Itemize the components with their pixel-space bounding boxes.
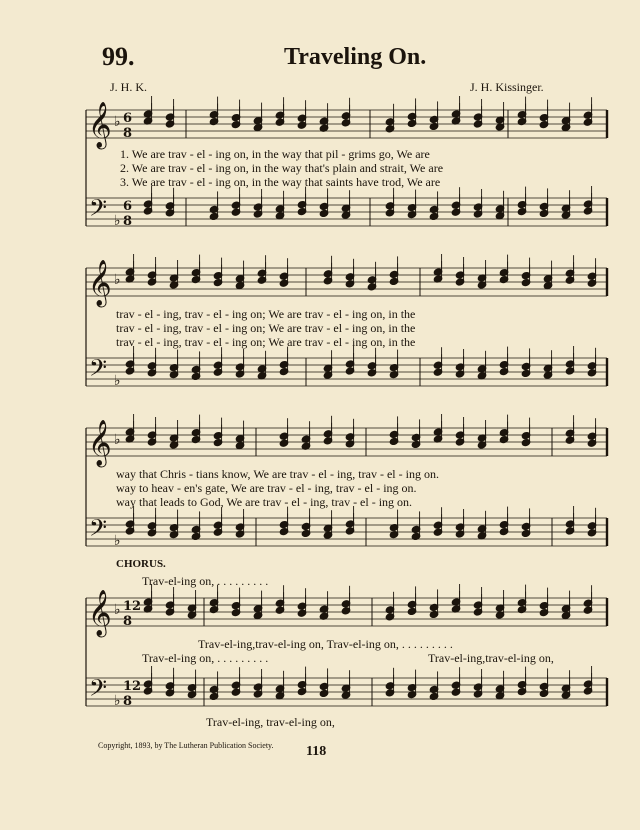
- treble-clef-icon: 𝄞: [88, 260, 112, 306]
- key-flat-icon: ♭: [114, 373, 121, 389]
- lyric-s1-verse1: 1. We are trav - el - ing on, in the way that pil - grims go, We are: [120, 147, 430, 161]
- time-signature-top: 12: [123, 599, 142, 614]
- bass-clef-icon: 𝄢: [89, 354, 108, 387]
- page-number: 118: [306, 744, 327, 759]
- lyric-s2-verse3: trav - el - ing, trav - el - ing on; We are trav - el - ing on, in the: [116, 335, 416, 349]
- hymn-composer: J. H. Kissinger.: [470, 80, 544, 94]
- time-signature-bottom: 8: [123, 126, 133, 141]
- key-flat-icon: ♭: [114, 114, 121, 130]
- chorus-middle-line2: Trav-el-ing on, . . . . . . . . .: [142, 651, 269, 665]
- lyric-s1-verse2: 2. We are trav - el - ing on, in the way that's plain and strait, We are: [120, 161, 444, 175]
- chorus-middle-line1: Trav-el-ing,trav-el-ing on, Trav-el-ing on, . . . . . . . . .: [198, 637, 453, 651]
- key-flat-icon: ♭: [114, 533, 121, 549]
- time-signature-top: 6: [123, 111, 133, 126]
- key-flat-icon: ♭: [114, 272, 121, 288]
- key-flat-icon: ♭: [114, 693, 121, 709]
- hymn-number: 99.: [102, 42, 135, 71]
- key-flat-icon: ♭: [114, 213, 121, 229]
- time-signature-top: 6: [123, 199, 133, 214]
- chorus-top-line: Trav-el-ing on, . . . . . . . . .: [142, 574, 269, 588]
- treble-clef-icon: 𝄞: [88, 590, 112, 636]
- chorus-label: CHORUS.: [116, 558, 166, 570]
- hymn-title: Traveling On.: [284, 44, 427, 70]
- time-signature-bottom: 8: [123, 214, 133, 229]
- lyric-s2-verse1: trav - el - ing, trav - el - ing on; We are trav - el - ing on, in the: [116, 307, 416, 321]
- key-flat-icon: ♭: [114, 602, 121, 618]
- lyric-s1-verse3: 3. We are trav - el - ing on, in the way that saints have trod, We are: [120, 175, 441, 189]
- chorus-middle-line2b: Trav-el-ing,trav-el-ing on,: [428, 651, 554, 665]
- copyright-notice: Copyright, 1893, by The Lutheran Publication Society.: [98, 741, 274, 750]
- treble-clef-icon: 𝄞: [88, 102, 112, 148]
- lyric-s2-verse2: trav - el - ing, trav - el - ing on; We are trav - el - ing on, in the: [116, 321, 416, 335]
- chorus-bottom-line: Trav-el-ing, trav-el-ing on,: [206, 715, 335, 729]
- bass-clef-icon: 𝄢: [89, 674, 108, 707]
- bass-clef-icon: 𝄢: [89, 194, 108, 227]
- time-signature-bottom: 8: [123, 694, 133, 709]
- key-flat-icon: ♭: [114, 432, 121, 448]
- bass-clef-icon: 𝄢: [89, 514, 108, 547]
- lyric-s3-verse3: way that leads to God, We are trav - el - ing, trav - el - ing on.: [116, 495, 413, 509]
- lyric-s3-verse2: way to heav - en's gate, We are trav - el - ing, trav - el - ing on.: [116, 481, 417, 495]
- lyric-s3-verse1: way that Chris - tians know, We are trav - el - ing, trav - el - ing on.: [116, 467, 439, 481]
- treble-clef-icon: 𝄞: [88, 420, 112, 466]
- time-signature-top: 12: [123, 679, 142, 694]
- time-signature-bottom: 8: [123, 614, 133, 629]
- hymn-author: J. H. K.: [110, 80, 148, 94]
